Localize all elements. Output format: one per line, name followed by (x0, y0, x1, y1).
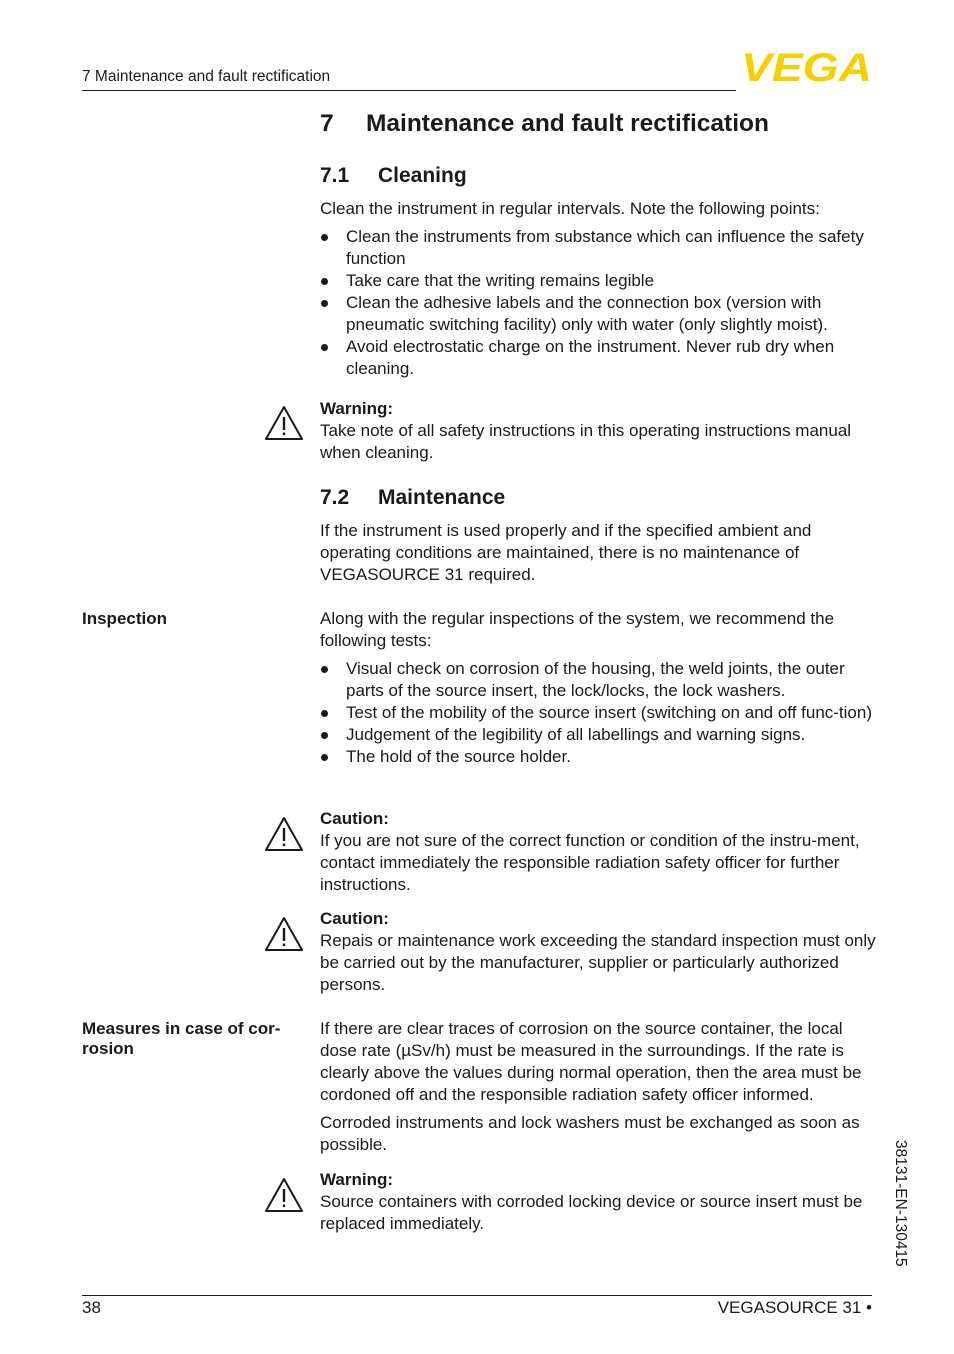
warning-title: Warning: (320, 399, 394, 418)
list-item: Take care that the writing remains legible (320, 270, 876, 292)
cleaning-warning (320, 398, 876, 464)
section-number: 7.1 (320, 164, 350, 187)
section-title: Cleaning (378, 164, 467, 187)
cleaning-intro: Clean the instrument in regular intervals. Note the following points: (320, 199, 820, 218)
product-name: VEGASOURCE 31 • (717, 1298, 872, 1317)
corrosion-paragraph: If there are clear traces of corrosion on the source container, the local dose rate (µSv/h) must be measured in the surroundings. If the rate is clearly above the values during normal operation, then the area must be cordoned off and the responsible radiation safety officer informed. (320, 1019, 862, 1104)
chapter-heading (320, 110, 769, 138)
caution-triangle-icon (264, 816, 304, 852)
caution-title: Caution: (320, 909, 389, 928)
vega-logo (741, 50, 872, 84)
header-divider (82, 90, 736, 91)
caution-text: If you are not sure of the correct function or condition of the instru-ment, contact immediately the responsible radiation safety officer for further instructions. (320, 831, 860, 894)
running-header: 7 Maintenance and fault rectification (82, 68, 331, 85)
document-id: 38131-EN-130415 (892, 1140, 909, 1267)
list-item: Visual check on corrosion of the housing, the weld joints, the outer parts of the source insert, the lock/locks, the lock washers. (320, 658, 876, 702)
caution-text: Repais or maintenance work exceeding the standard inspection must only be carried out by the manufacturer, supplier or particularly authorized persons. (320, 931, 876, 994)
warning-text: Source containers with corroded locking device or source insert must be replaced immediately. (320, 1192, 863, 1233)
section-heading-maintenance (320, 486, 505, 510)
corrosion-warning (320, 1169, 876, 1235)
page-number: 38 (82, 1298, 101, 1317)
list-item: Clean the adhesive labels and the connection box (version with pneumatic switching facility) only with water (only slightly moist). (320, 292, 876, 336)
corrosion-paragraph: Corroded instruments and lock washers must be exchanged as soon as possible. (320, 1113, 860, 1154)
cleaning-list (320, 226, 876, 380)
chapter-title: Maintenance and fault rectification (366, 110, 769, 137)
caution-title: Caution: (320, 809, 389, 828)
warning-triangle-icon (264, 405, 304, 441)
list-item: The hold of the source holder. (320, 746, 876, 768)
list-item: Test of the mobility of the source insert (switching on and off func-tion) (320, 702, 876, 724)
inspection-caution-2 (320, 908, 876, 996)
section-number: 7.2 (320, 486, 350, 509)
footer-divider (82, 1295, 872, 1296)
inspection-list (320, 658, 876, 768)
chapter-number: 7 (320, 110, 334, 137)
warning-triangle-icon (264, 1177, 304, 1213)
list-item: Judgement of the legibility of all labellings and warning signs. (320, 724, 876, 746)
inspection-caution-1 (320, 808, 876, 896)
margin-label-inspection: Inspection (82, 609, 168, 628)
list-item: Clean the instruments from substance which can influence the safety function (320, 226, 876, 270)
corrosion-body (320, 1018, 876, 1156)
section-heading-cleaning (320, 164, 467, 188)
caution-triangle-icon (264, 916, 304, 952)
svg-text:VEGA: VEGA (741, 50, 872, 84)
maintenance-intro: If the instrument is used properly and if the specified ambient and operating conditions are maintained, there is no maintenance of VEGASOURCE 31 required. (320, 521, 812, 584)
warning-title: Warning: (320, 1170, 394, 1189)
list-item: Avoid electrostatic charge on the instrument. Never rub dry when cleaning. (320, 336, 876, 380)
section-title: Maintenance (378, 486, 506, 509)
inspection-body (320, 608, 876, 768)
inspection-intro: Along with the regular inspections of the system, we recommend the following tests: (320, 609, 835, 650)
warning-text: Take note of all safety instructions in this operating instructions manual when cleaning. (320, 421, 852, 462)
cleaning-body (320, 198, 876, 380)
margin-label-corrosion: Measures in case of cor-rosion (82, 1019, 281, 1058)
